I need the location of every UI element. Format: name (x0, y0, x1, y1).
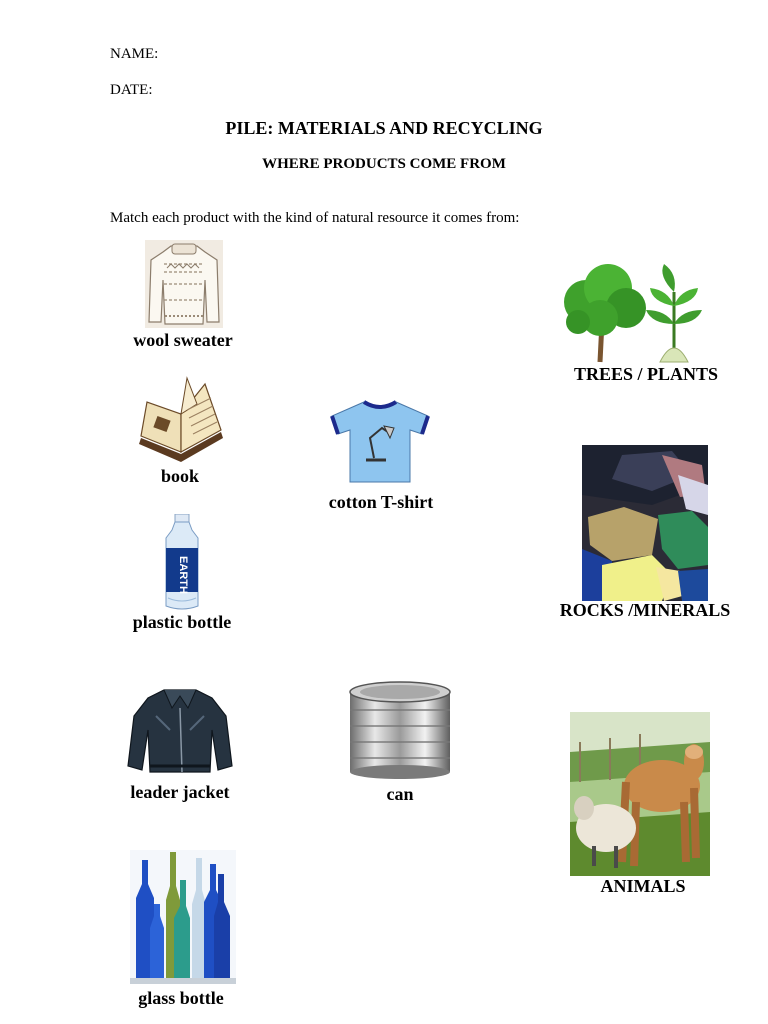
wool-sweater-image (145, 240, 223, 328)
book-caption: book (160, 466, 200, 486)
can-caption: can (386, 784, 414, 804)
plastic-bottle-image (160, 514, 204, 612)
trees-plants-caption: TREES / PLANTS (573, 364, 719, 384)
cotton-tshirt-image (330, 398, 430, 484)
glass-bottle-image (130, 850, 236, 984)
trees-plants-image (556, 262, 726, 366)
can-image (348, 680, 452, 780)
page-subtitle: WHERE PRODUCTS COME FROM (262, 156, 506, 172)
leather-jacket-image (126, 686, 234, 774)
instructions: Match each product with the kind of natural resource it comes from: (110, 210, 520, 226)
wool-sweater-caption: wool sweater (133, 330, 233, 350)
animals-image (570, 712, 710, 876)
rocks-minerals-image (582, 445, 708, 601)
book-image (135, 374, 225, 466)
name-label: NAME: (110, 46, 159, 62)
animals-caption: ANIMALS (600, 876, 686, 896)
date-label: DATE: (110, 82, 153, 98)
glass-bottle-caption: glass bottle (138, 988, 224, 1008)
bottle-label-text: EARTH (177, 556, 189, 594)
cotton-tshirt-caption: cotton T-shirt (328, 492, 434, 512)
rocks-minerals-caption: ROCKS /MINERALS (559, 600, 731, 620)
plastic-bottle-caption: plastic bottle (132, 612, 232, 632)
leather-jacket-caption: leader jacket (130, 782, 230, 802)
page-title: PILE: MATERIALS AND RECYCLING (225, 118, 543, 138)
